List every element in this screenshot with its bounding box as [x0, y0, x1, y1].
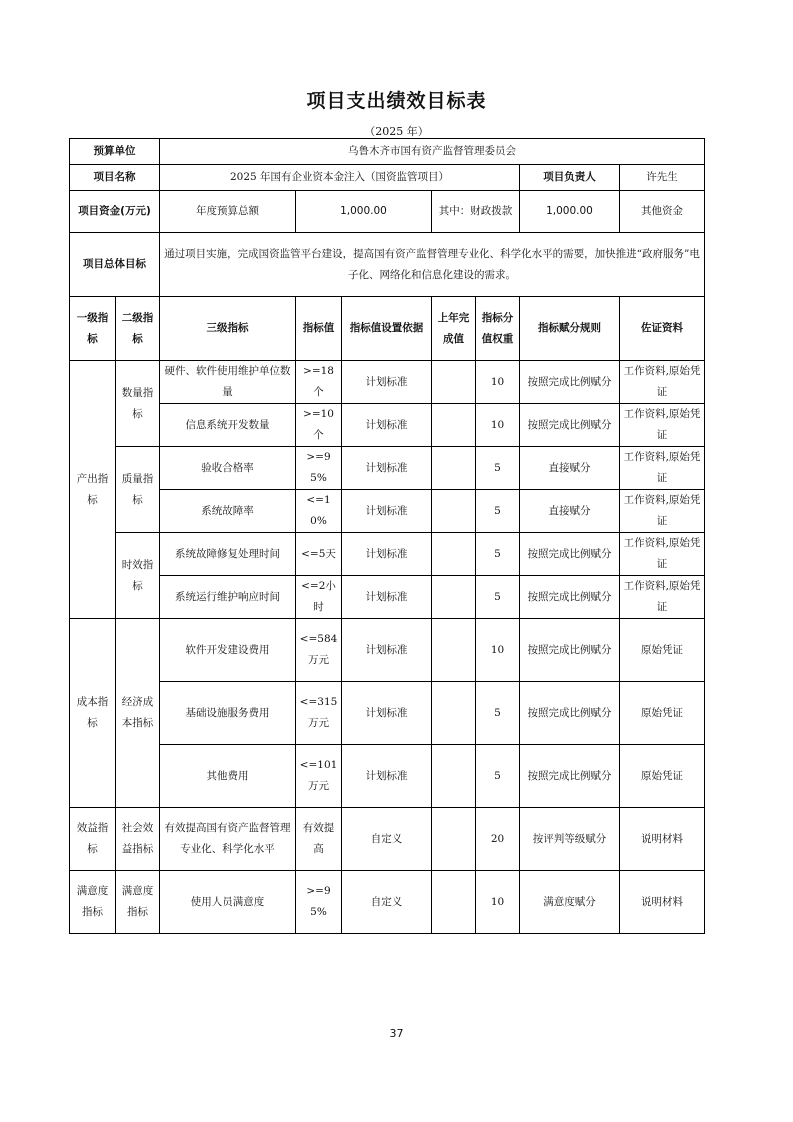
indicator-value: <=5天	[296, 533, 342, 576]
project-leader-label: 项目负责人	[520, 165, 620, 191]
indicator-value: <=315万元	[296, 682, 342, 745]
col-prev: 上年完成值	[432, 297, 476, 361]
indicator-value: >=95%	[296, 447, 342, 490]
table-row	[70, 576, 705, 619]
overall-goal-text: 通过项目实施，完成国资监管平台建设，提高国有资产监督管理专业化、科学化水平的需要，加快推进“政府服务”电子化、网络化和信息化建设的需求。	[160, 233, 705, 297]
indicator-prev	[432, 808, 476, 871]
table-row	[70, 619, 705, 682]
indicator-evidence: 工作资料,原始凭证	[620, 404, 705, 447]
indicator-basis: 计划标准	[342, 576, 432, 619]
group-output: 产出指标	[70, 361, 116, 619]
group-cost: 成本指标	[70, 619, 116, 808]
indicator-weight: 5	[476, 745, 520, 808]
indicator-weight: 10	[476, 619, 520, 682]
col-evidence: 佐证资料	[620, 297, 705, 361]
page-number: 37	[389, 1027, 404, 1040]
other-funds-label: 其他资金	[620, 191, 705, 233]
indicator-evidence: 工作资料,原始凭证	[620, 361, 705, 404]
group-satisfaction: 满意度指标	[70, 871, 116, 934]
indicator-rule: 直接赋分	[520, 490, 620, 533]
table-row	[70, 447, 705, 490]
group-timeliness: 时效指标	[116, 533, 160, 619]
fiscal-allocation-label: 其中：财政拨款	[432, 191, 520, 233]
indicator-evidence: 工作资料,原始凭证	[620, 447, 705, 490]
overall-goal-row	[70, 233, 705, 297]
group-quantity: 数量指标	[116, 361, 160, 447]
project-fund-row	[70, 191, 705, 233]
indicator-name: 其他费用	[160, 745, 296, 808]
indicator-rule: 按照完成比例赋分	[520, 533, 620, 576]
group-benefit: 效益指标	[70, 808, 116, 871]
indicator-weight: 10	[476, 361, 520, 404]
column-header-row	[70, 297, 705, 361]
indicator-name: 系统运行维护响应时间	[160, 576, 296, 619]
col-level3: 三级指标	[160, 297, 296, 361]
overall-goal-label: 项目总体目标	[70, 233, 160, 297]
indicator-basis: 计划标准	[342, 745, 432, 808]
col-level1: 一级指标	[70, 297, 116, 361]
indicator-prev	[432, 447, 476, 490]
indicator-prev	[432, 576, 476, 619]
indicator-value: <=2小时	[296, 576, 342, 619]
indicator-name: 硬件、软件使用维护单位数量	[160, 361, 296, 404]
table-row	[70, 871, 705, 934]
indicator-weight: 5	[476, 576, 520, 619]
indicator-evidence: 工作资料,原始凭证	[620, 490, 705, 533]
indicator-prev	[432, 533, 476, 576]
table-row	[70, 808, 705, 871]
indicator-rule: 按照完成比例赋分	[520, 682, 620, 745]
indicator-weight: 10	[476, 404, 520, 447]
indicator-basis: 自定义	[342, 808, 432, 871]
indicator-rule: 按评判等级赋分	[520, 808, 620, 871]
col-weight: 指标分值权重	[476, 297, 520, 361]
indicator-name: 基础设施服务费用	[160, 682, 296, 745]
group-econ-cost: 经济成本指标	[116, 619, 160, 808]
indicator-rule: 按照完成比例赋分	[520, 361, 620, 404]
indicator-rule: 按照完成比例赋分	[520, 404, 620, 447]
table-row	[70, 745, 705, 808]
indicator-basis: 计划标准	[342, 533, 432, 576]
indicator-evidence: 原始凭证	[620, 745, 705, 808]
indicator-weight: 10	[476, 871, 520, 934]
indicator-name: 使用人员满意度	[160, 871, 296, 934]
indicator-basis: 计划标准	[342, 361, 432, 404]
annual-budget-value: 1,000.00	[296, 191, 432, 233]
indicator-prev	[432, 745, 476, 808]
indicator-weight: 5	[476, 490, 520, 533]
indicator-value: >=18个	[296, 361, 342, 404]
indicator-weight: 5	[476, 533, 520, 576]
indicator-weight: 20	[476, 808, 520, 871]
page-title: 项目支出绩效目标表	[306, 90, 487, 112]
indicator-evidence: 工作资料,原始凭证	[620, 533, 705, 576]
project-name-value: 2025 年国有企业资本金注入（国资监管项目）	[160, 165, 520, 191]
indicator-prev	[432, 490, 476, 533]
year-label: （2025 年）	[364, 125, 429, 138]
indicator-value: <=584万元	[296, 619, 342, 682]
indicator-prev	[432, 404, 476, 447]
budget-unit-row	[70, 139, 705, 165]
indicator-value: 有效提高	[296, 808, 342, 871]
fiscal-allocation-value: 1,000.00	[520, 191, 620, 233]
indicator-name: 系统故障修复处理时间	[160, 533, 296, 576]
col-level2: 二级指标	[116, 297, 160, 361]
project-name-row	[70, 165, 705, 191]
indicator-basis: 计划标准	[342, 404, 432, 447]
indicator-weight: 5	[476, 447, 520, 490]
indicator-prev	[432, 361, 476, 404]
indicator-prev	[432, 619, 476, 682]
table-row	[70, 490, 705, 533]
indicator-rule: 直接赋分	[520, 447, 620, 490]
annual-budget-label: 年度预算总额	[160, 191, 296, 233]
indicator-rule: 按照完成比例赋分	[520, 619, 620, 682]
indicator-value: <=101万元	[296, 745, 342, 808]
indicator-name: 软件开发建设费用	[160, 619, 296, 682]
indicator-basis: 计划标准	[342, 490, 432, 533]
col-value: 指标值	[296, 297, 342, 361]
indicator-weight: 5	[476, 682, 520, 745]
table-row	[70, 404, 705, 447]
indicator-evidence: 原始凭证	[620, 682, 705, 745]
indicator-rule: 按照完成比例赋分	[520, 745, 620, 808]
indicator-evidence: 说明材料	[620, 871, 705, 934]
indicator-prev	[432, 682, 476, 745]
col-basis: 指标值设置依据	[342, 297, 432, 361]
indicator-name: 系统故障率	[160, 490, 296, 533]
col-rule: 指标赋分规则	[520, 297, 620, 361]
project-name-label: 项目名称	[70, 165, 160, 191]
budget-unit-label: 预算单位	[70, 139, 160, 165]
indicator-name: 有效提高国有资产监督管理专业化、科学化水平	[160, 808, 296, 871]
group-satisfaction-sub: 满意度指标	[116, 871, 160, 934]
indicator-basis: 计划标准	[342, 682, 432, 745]
project-leader-value: 许先生	[620, 165, 705, 191]
indicator-value: >=95%	[296, 871, 342, 934]
indicator-prev	[432, 871, 476, 934]
performance-table	[69, 138, 705, 934]
indicator-value: <=10%	[296, 490, 342, 533]
table-row	[70, 682, 705, 745]
indicator-rule: 按照完成比例赋分	[520, 576, 620, 619]
project-fund-label: 项目资金(万元)	[70, 191, 160, 233]
indicator-value: >=10个	[296, 404, 342, 447]
indicator-name: 信息系统开发数量	[160, 404, 296, 447]
indicator-rule: 满意度赋分	[520, 871, 620, 934]
indicator-basis: 计划标准	[342, 447, 432, 490]
table-row	[70, 533, 705, 576]
indicator-evidence: 说明材料	[620, 808, 705, 871]
budget-unit-value: 乌鲁木齐市国有资产监督管理委员会	[160, 139, 705, 165]
group-social-benefit: 社会效益指标	[116, 808, 160, 871]
group-quality: 质量指标	[116, 447, 160, 533]
indicator-evidence: 原始凭证	[620, 619, 705, 682]
indicator-basis: 计划标准	[342, 619, 432, 682]
indicator-name: 验收合格率	[160, 447, 296, 490]
indicator-basis: 自定义	[342, 871, 432, 934]
table-row	[70, 361, 705, 404]
indicator-evidence: 工作资料,原始凭证	[620, 576, 705, 619]
